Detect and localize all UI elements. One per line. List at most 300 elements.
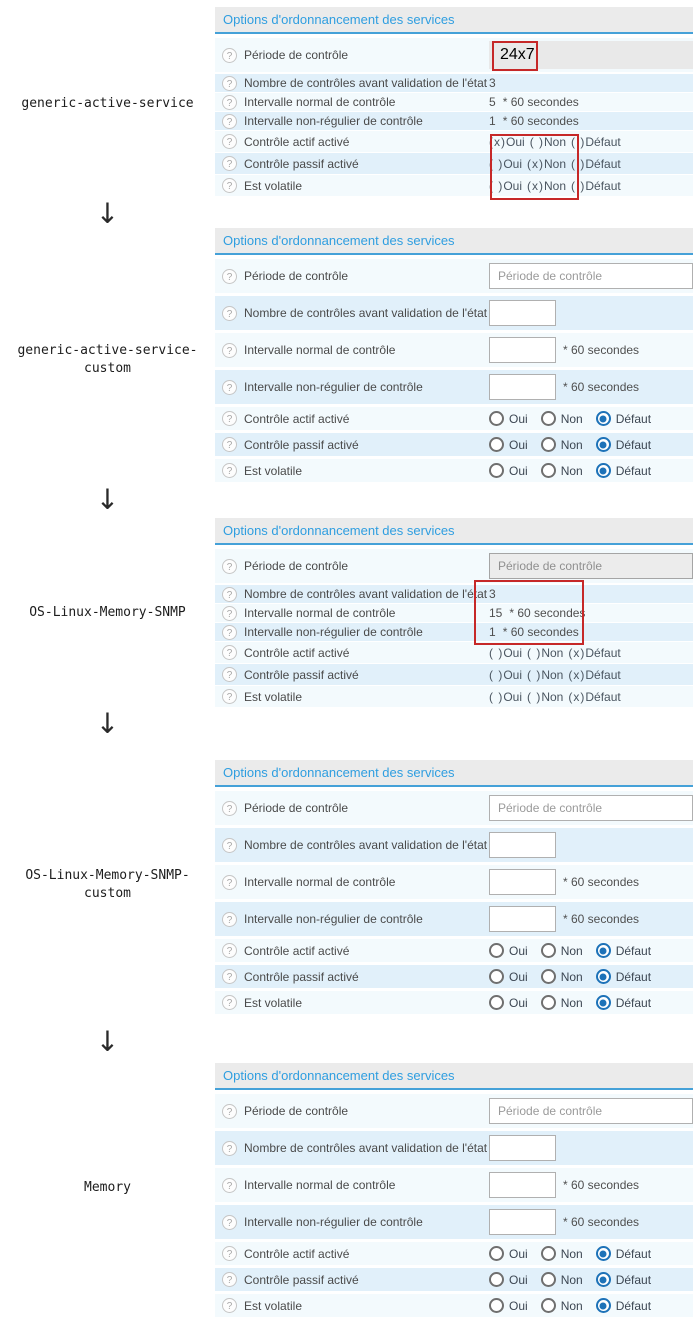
row-label-wrap [215, 134, 489, 149]
radio-option-label: Défaut [615, 1246, 652, 1261]
help-icon[interactable]: ? [222, 95, 237, 110]
row-label-retry-interval: Intervalle non-régulier de contrôle [244, 912, 423, 926]
panel-title: Options d'ordonnancement des services [223, 1068, 455, 1083]
scheduling-options-panel-Memory [215, 1063, 693, 1320]
passive-check-radio-non[interactable] [541, 1272, 583, 1287]
row-value [489, 300, 693, 326]
panel-title: Options d'ordonnancement des services [223, 765, 455, 780]
help-icon[interactable]: ? [222, 1298, 237, 1313]
row-normal-interval [215, 604, 693, 622]
help-icon[interactable]: ? [222, 689, 237, 704]
period-select[interactable] [489, 41, 693, 69]
radio-button-icon [541, 1246, 556, 1261]
row-label-wrap [215, 76, 489, 91]
radio-text-label: Oui [503, 689, 523, 704]
radio-text-label: Défaut [585, 689, 621, 704]
radio-button-icon [489, 463, 504, 478]
row-label-active-check: Contrôle actif activé [244, 1246, 350, 1261]
row-retry-interval [215, 1205, 693, 1239]
row-label-wrap [215, 1272, 489, 1287]
row-label-active-check: Contrôle actif activé [244, 943, 350, 958]
flow-arrow-icon: ↓ [95, 1025, 120, 1058]
retry-interval-input[interactable] [489, 1209, 556, 1235]
row-label-volatile: Est volatile [244, 995, 303, 1010]
row-label-volatile: Est volatile [244, 178, 303, 193]
row-retry-interval [215, 902, 693, 936]
row-label-wrap [215, 380, 489, 395]
row-label-wrap [215, 306, 489, 321]
row-retry-interval [215, 112, 693, 130]
selected-value: 24x7 [500, 46, 535, 63]
row-value [489, 411, 693, 426]
radio-text-mark: (x) [568, 645, 586, 660]
radio-button-icon [596, 463, 611, 478]
radio-option-label: Défaut [615, 969, 652, 984]
active-check-radio-non[interactable] [541, 943, 583, 958]
passive-check-radio-défaut[interactable] [596, 969, 651, 984]
help-icon[interactable]: ? [222, 463, 237, 478]
row-label-wrap [215, 587, 489, 602]
row-normal-interval [215, 333, 693, 367]
radio-option-label: Non [560, 995, 583, 1010]
help-icon[interactable]: ? [222, 995, 237, 1010]
help-icon[interactable]: ? [222, 1272, 237, 1287]
volatile-radio-non[interactable] [541, 463, 583, 478]
row-check-attempts [215, 74, 693, 92]
help-icon[interactable]: ? [222, 1178, 237, 1193]
interval-unit-label: * 60 secondes [563, 380, 640, 394]
radio-text-label: Oui [506, 134, 525, 149]
radio-button-icon [541, 1272, 556, 1287]
volatile-radio-oui[interactable] [489, 463, 528, 478]
service-name-text: generic-active-service-custom [17, 343, 198, 376]
row-label-wrap [215, 969, 489, 984]
row-label-wrap [215, 689, 489, 704]
radio-button-icon [489, 995, 504, 1010]
radio-button-icon [489, 969, 504, 984]
passive-check-radio-non[interactable] [541, 969, 583, 984]
help-icon[interactable]: ? [222, 48, 237, 63]
row-value [489, 1135, 693, 1161]
row-label-volatile: Est volatile [244, 689, 303, 704]
service-name-text: OS-Linux-Memory-SNMP [29, 605, 186, 620]
row-value [489, 690, 693, 704]
radio-button-icon [489, 1246, 504, 1261]
radio-text-oui [489, 135, 525, 149]
radio-text-non [527, 690, 563, 704]
row-label-passive-check: Contrôle passif activé [244, 437, 359, 452]
radio-button-icon [596, 411, 611, 426]
active-check-radio-défaut[interactable] [596, 943, 651, 958]
active-check-radio-oui[interactable] [489, 411, 528, 426]
row-value [489, 1246, 693, 1261]
row-value [489, 463, 693, 478]
radio-text-oui [489, 690, 522, 704]
row-value [489, 157, 693, 171]
radio-option-label: Défaut [615, 437, 652, 452]
row-value [489, 995, 693, 1010]
row-value [489, 1298, 693, 1313]
radio-text-défaut [571, 179, 621, 193]
row-label-wrap [215, 1215, 489, 1230]
row-period [215, 549, 693, 583]
help-icon[interactable]: ? [222, 1246, 237, 1261]
flow-arrow-icon: ↓ [95, 197, 120, 230]
help-icon[interactable]: ? [222, 437, 237, 452]
radio-text-mark: ( ) [527, 667, 542, 682]
service-name-label [0, 342, 215, 378]
help-icon[interactable]: ? [222, 178, 237, 193]
help-icon[interactable]: ? [222, 114, 237, 129]
radio-option-label: Oui [509, 969, 528, 984]
row-active-check [215, 1242, 693, 1265]
period-input[interactable] [489, 263, 693, 289]
help-icon[interactable]: ? [222, 801, 237, 816]
radio-text-label: Non [544, 134, 567, 149]
help-icon[interactable]: ? [222, 943, 237, 958]
row-label-retry-interval: Intervalle non-régulier de contrôle [244, 380, 423, 394]
radio-text-mark: ( ) [527, 645, 542, 660]
retry-interval-value: 1 [489, 114, 496, 128]
row-active-check [215, 131, 693, 152]
row-value [489, 969, 693, 984]
volatile-radio-défaut[interactable] [596, 995, 651, 1010]
volatile-radio-non[interactable] [541, 995, 583, 1010]
row-label-active-check: Contrôle actif activé [244, 645, 350, 660]
radio-option-label: Oui [509, 411, 528, 426]
row-label-check-attempts: Nombre de contrôles avant validation de l'état [244, 306, 488, 320]
radio-button-icon [596, 943, 611, 958]
row-label-normal-interval: Intervalle normal de contrôle [244, 343, 396, 357]
help-icon[interactable]: ? [222, 269, 237, 284]
radio-text-non [527, 157, 566, 171]
help-icon[interactable]: ? [222, 411, 237, 426]
radio-option-label: Défaut [615, 1272, 652, 1287]
row-label-period: Période de contrôle [244, 48, 349, 62]
row-label-wrap [215, 838, 489, 853]
radio-text-mark: (x) [527, 178, 545, 193]
row-value [489, 76, 693, 90]
radio-button-icon [541, 463, 556, 478]
radio-button-icon [596, 1298, 611, 1313]
radio-text-label: Non [541, 645, 564, 660]
period-input[interactable] [489, 795, 693, 821]
passive-check-radio-non[interactable] [541, 437, 583, 452]
panel-header [215, 760, 693, 787]
row-label-wrap [215, 95, 489, 110]
radio-button-icon [541, 969, 556, 984]
help-icon[interactable]: ? [222, 559, 237, 574]
volatile-radio-oui[interactable] [489, 1298, 528, 1313]
row-label-wrap [215, 411, 489, 426]
row-check-attempts [215, 296, 693, 330]
check-attempts-input[interactable] [489, 1135, 556, 1161]
normal-interval-value: 5 [489, 95, 496, 109]
help-icon[interactable]: ? [222, 587, 237, 602]
normal-interval-input[interactable] [489, 1172, 556, 1198]
check-attempts-input[interactable] [489, 832, 556, 858]
help-icon[interactable]: ? [222, 306, 237, 321]
panel-title: Options d'ordonnancement des services [223, 12, 455, 27]
help-icon[interactable]: ? [222, 667, 237, 682]
row-label-active-check: Contrôle actif activé [244, 411, 350, 426]
radio-option-label: Oui [509, 1272, 528, 1287]
radio-option-label: Défaut [615, 995, 652, 1010]
row-volatile [215, 991, 693, 1014]
radio-button-icon [541, 1298, 556, 1313]
radio-option-label: Défaut [615, 1298, 652, 1313]
help-icon[interactable]: ? [222, 156, 237, 171]
row-label-wrap [215, 437, 489, 452]
row-value [489, 646, 693, 660]
radio-option-label: Oui [509, 943, 528, 958]
help-icon[interactable]: ? [222, 134, 237, 149]
row-value [489, 95, 693, 109]
radio-text-label: Défaut [585, 667, 621, 682]
row-label-retry-interval: Intervalle non-régulier de contrôle [244, 114, 423, 128]
radio-text-label: Défaut [585, 156, 621, 171]
active-check-radio-non[interactable] [541, 411, 583, 426]
passive-check-radio-oui[interactable] [489, 969, 528, 984]
radio-button-icon [489, 943, 504, 958]
row-passive-check [215, 433, 693, 456]
help-icon[interactable]: ? [222, 76, 237, 91]
help-icon[interactable]: ? [222, 1141, 237, 1156]
row-label-wrap [215, 156, 489, 171]
radio-text-mark: ( ) [489, 689, 504, 704]
row-period [215, 791, 693, 825]
row-value [489, 625, 693, 639]
period-input[interactable] [489, 1098, 693, 1124]
radio-button-icon [596, 437, 611, 452]
radio-text-label: Oui [503, 667, 523, 682]
help-icon[interactable]: ? [222, 343, 237, 358]
radio-text-mark: ( ) [571, 156, 586, 171]
radio-text-oui [489, 668, 522, 682]
panel-header [215, 518, 693, 545]
row-label-retry-interval: Intervalle non-régulier de contrôle [244, 1215, 423, 1229]
radio-option-label: Défaut [615, 411, 652, 426]
radio-text-label: Non [544, 178, 567, 193]
active-check-radio-oui[interactable] [489, 1246, 528, 1261]
service-name-label [0, 604, 215, 622]
radio-text-mark: ( ) [527, 689, 542, 704]
help-icon[interactable]: ? [222, 645, 237, 660]
normal-interval-input[interactable] [489, 869, 556, 895]
row-volatile [215, 459, 693, 482]
radio-option-label: Défaut [615, 943, 652, 958]
help-icon[interactable]: ? [222, 380, 237, 395]
row-label-wrap [215, 912, 489, 927]
radio-text-oui [489, 646, 522, 660]
row-label-wrap [215, 606, 489, 621]
radio-text-défaut [568, 668, 620, 682]
row-label-normal-interval: Intervalle normal de contrôle [244, 95, 396, 109]
interval-unit-label: * 60 secondes [502, 114, 579, 128]
row-label-check-attempts: Nombre de contrôles avant validation de l'état [244, 1141, 488, 1155]
row-value [489, 906, 693, 932]
radio-text-mark: ( ) [571, 134, 586, 149]
row-value [489, 587, 693, 601]
radio-text-oui [489, 179, 522, 193]
radio-text-label: Non [544, 156, 567, 171]
radio-option-label: Non [560, 1246, 583, 1261]
row-label-retry-interval: Intervalle non-régulier de contrôle [244, 625, 423, 639]
row-retry-interval [215, 623, 693, 641]
retry-interval-input[interactable] [489, 906, 556, 932]
active-check-radio-non[interactable] [541, 1246, 583, 1261]
radio-button-icon [596, 1246, 611, 1261]
radio-option-label: Non [560, 437, 583, 452]
service-name-label [0, 95, 215, 113]
panel-title: Options d'ordonnancement des services [223, 233, 455, 248]
flow-arrow-icon: ↓ [95, 483, 120, 516]
row-label-passive-check: Contrôle passif activé [244, 667, 359, 682]
radio-text-mark: (x) [568, 667, 586, 682]
radio-option-label: Défaut [615, 463, 652, 478]
radio-option-label: Non [560, 943, 583, 958]
interval-unit-label: * 60 secondes [563, 343, 640, 357]
panel-title: Options d'ordonnancement des services [223, 523, 455, 538]
row-value [489, 832, 693, 858]
radio-button-icon [596, 1272, 611, 1287]
volatile-radio-défaut[interactable] [596, 463, 651, 478]
help-icon[interactable]: ? [222, 838, 237, 853]
interval-unit-label: * 60 secondes [563, 1215, 640, 1229]
row-period [215, 38, 693, 72]
row-label-volatile: Est volatile [244, 463, 303, 478]
radio-text-mark: ( ) [529, 134, 545, 149]
active-check-radio-défaut[interactable] [596, 1246, 651, 1261]
passive-check-radio-oui[interactable] [489, 1272, 528, 1287]
row-label-normal-interval: Intervalle normal de contrôle [244, 606, 396, 620]
row-value [489, 41, 693, 69]
row-label-volatile: Est volatile [244, 1298, 303, 1313]
radio-button-icon [541, 943, 556, 958]
row-label-wrap [215, 875, 489, 890]
radio-text-label: Non [541, 689, 564, 704]
interval-unit-label: * 60 secondes [509, 606, 586, 620]
row-value [489, 1272, 693, 1287]
row-value [489, 869, 693, 895]
radio-option-label: Oui [509, 1246, 528, 1261]
row-passive-check [215, 153, 693, 174]
row-label-check-attempts: Nombre de contrôles avant validation de l'état [244, 838, 488, 852]
help-icon[interactable]: ? [222, 969, 237, 984]
row-label-wrap [215, 801, 489, 816]
row-check-attempts [215, 585, 693, 603]
active-check-radio-oui[interactable] [489, 943, 528, 958]
check-attempts-value: 3 [489, 76, 496, 90]
row-value [489, 179, 693, 193]
scheduling-options-panel-OS-Linux-Memory-SNMP [215, 518, 693, 708]
row-value [489, 114, 693, 128]
help-icon[interactable]: ? [222, 1215, 237, 1230]
row-check-attempts [215, 1131, 693, 1165]
retry-interval-value: 1 [489, 625, 496, 639]
radio-text-mark: ( ) [489, 667, 504, 682]
row-active-check [215, 642, 693, 663]
radio-text-label: Non [541, 667, 564, 682]
active-check-radio-défaut[interactable] [596, 411, 651, 426]
row-label-passive-check: Contrôle passif activé [244, 969, 359, 984]
row-passive-check [215, 664, 693, 685]
radio-text-défaut [571, 157, 621, 171]
retry-interval-input[interactable] [489, 374, 556, 400]
help-icon[interactable]: ? [222, 875, 237, 890]
radio-text-défaut [568, 646, 620, 660]
row-check-attempts [215, 828, 693, 862]
passive-check-radio-défaut[interactable] [596, 1272, 651, 1287]
row-label-wrap [215, 1141, 489, 1156]
interval-unit-label: * 60 secondes [502, 625, 579, 639]
row-value [489, 553, 693, 579]
row-label-passive-check: Contrôle passif activé [244, 156, 359, 171]
interval-unit-label: * 60 secondes [563, 912, 640, 926]
help-icon[interactable]: ? [222, 625, 237, 640]
radio-option-label: Oui [509, 1298, 528, 1313]
radio-option-label: Non [560, 1298, 583, 1313]
radio-button-icon [541, 411, 556, 426]
radio-text-non [527, 668, 563, 682]
help-icon[interactable]: ? [222, 912, 237, 927]
radio-button-icon [596, 969, 611, 984]
radio-text-non [530, 135, 566, 149]
radio-button-icon [596, 995, 611, 1010]
volatile-radio-défaut[interactable] [596, 1298, 651, 1313]
radio-text-défaut [568, 690, 620, 704]
radio-button-icon [541, 995, 556, 1010]
row-label-wrap [215, 943, 489, 958]
check-attempts-value: 3 [489, 587, 496, 601]
interval-unit-label: * 60 secondes [563, 1178, 640, 1192]
row-label-wrap [215, 667, 489, 682]
radio-text-label: Oui [503, 178, 523, 193]
row-label-normal-interval: Intervalle normal de contrôle [244, 1178, 396, 1192]
flow-arrow-icon: ↓ [95, 707, 120, 740]
radio-option-label: Non [560, 411, 583, 426]
service-name-text: Memory [84, 1180, 131, 1195]
help-icon[interactable]: ? [222, 606, 237, 621]
row-label-normal-interval: Intervalle normal de contrôle [244, 875, 396, 889]
radio-text-non [527, 179, 566, 193]
radio-option-label: Non [560, 463, 583, 478]
service-name-label [0, 867, 215, 903]
row-label-period: Période de contrôle [244, 801, 349, 815]
volatile-radio-non[interactable] [541, 1298, 583, 1313]
radio-option-label: Oui [509, 995, 528, 1010]
radio-text-mark: ( ) [489, 645, 504, 660]
volatile-radio-oui[interactable] [489, 995, 528, 1010]
row-label-period: Période de contrôle [244, 559, 349, 573]
row-label-wrap [215, 178, 489, 193]
row-label-check-attempts: Nombre de contrôles avant validation de l'état [244, 76, 488, 90]
check-attempts-input[interactable] [489, 300, 556, 326]
row-value [489, 1209, 693, 1235]
radio-text-défaut [571, 135, 621, 149]
passive-check-radio-oui[interactable] [489, 437, 528, 452]
row-label-wrap [215, 1298, 489, 1313]
radio-button-icon [489, 411, 504, 426]
normal-interval-input[interactable] [489, 337, 556, 363]
row-value [489, 606, 693, 620]
radio-text-label: Défaut [585, 645, 621, 660]
radio-option-label: Oui [509, 437, 528, 452]
row-volatile [215, 175, 693, 196]
row-label-wrap [215, 114, 489, 129]
passive-check-radio-défaut[interactable] [596, 437, 651, 452]
help-icon[interactable]: ? [222, 1104, 237, 1119]
